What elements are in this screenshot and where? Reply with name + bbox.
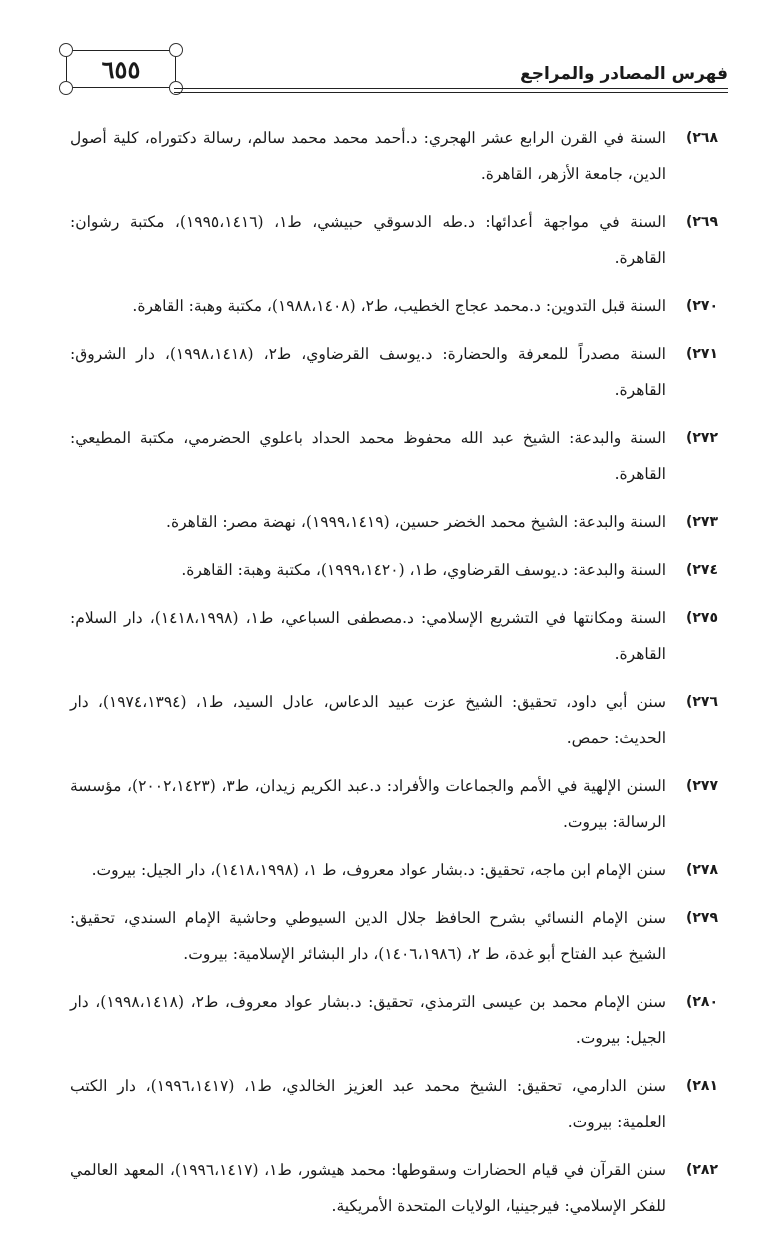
reference-entry [70, 420, 718, 492]
reference-entry [70, 600, 718, 672]
page-header [40, 38, 728, 98]
reference-entry [70, 1068, 718, 1140]
reference-entry [70, 984, 718, 1056]
entry-text: سنن الدارمي، تحقيق: الشيخ محمد عبد العزيز الخالدي، ط١، (١٩٩٦،١٤١٧)، دار الكتب العلمية: بيروت. [70, 1077, 667, 1131]
header-rule-thin [174, 92, 728, 93]
entry-number: ٢٧٧) [685, 778, 718, 794]
entry-text: السنة في مواجهة أعدائها: د.طه الدسوقي حبيشي، ط١، (١٩٩٥،١٤١٦)، مكتبة رشوان: القاهرة. [70, 213, 667, 267]
entry-text: السنة قبل التدوين: د.محمد عجاج الخطيب، ط٢، (١٩٨٨،١٤٠٨)، مكتبة وهبة: القاهرة. [132, 297, 666, 315]
reference-entry [70, 852, 718, 888]
reference-entry [70, 768, 718, 840]
reference-list [70, 120, 718, 1236]
reference-entry [70, 204, 718, 276]
entry-text: سنن الإمام ابن ماجه، تحقيق: د.بشار عواد معروف، ط ١، (١٤١٨،١٩٩٨)، دار الجيل: بيروت. [91, 861, 666, 879]
reference-entry [70, 900, 718, 972]
entry-text: سنن أبي داود، تحقيق: الشيخ عزت عبيد الدعاس، عادل السيد، ط١، (١٩٧٤،١٣٩٤)، دار الحديث: حمص. [70, 693, 667, 747]
page-number: ٦٥٥ [101, 54, 141, 84]
entry-number: ٢٨١) [685, 1078, 718, 1094]
entry-number: ٢٧٩) [685, 910, 718, 926]
entry-number: ٢٧٦) [685, 694, 718, 710]
entry-text: سنن الإمام النسائي بشرح الحافظ جلال الدين السيوطي وحاشية الإمام السندي، تحقيق: الشيخ عبد الفتاح أبو غدة، ط ٢، (١٤٠٦،١٩٨٦)، دار البشائر الإسلامية: بيروت. [70, 909, 666, 963]
entry-number: ٢٧٨) [685, 862, 718, 878]
entry-number: ٢٨٢) [685, 1162, 718, 1178]
entry-number: ٢٨٠) [685, 994, 718, 1010]
entry-text: سنن الإمام محمد بن عيسى الترمذي، تحقيق: د.بشار عواد معروف، ط٢، (١٩٩٨،١٤١٨)، دار الجيل: بيروت. [70, 993, 666, 1047]
running-title: فهرس المصادر والمراجع [520, 64, 728, 84]
reference-entry [70, 504, 718, 540]
reference-entry [70, 1152, 718, 1224]
entry-number: ٢٧٠) [685, 298, 718, 314]
entry-text: سنن القرآن في قيام الحضارات وسقوطها: محمد هيشور، ط١، (١٩٩٦،١٤١٧)، المعهد العالمي للفكر الإسلامي: فيرجينيا، الولايات المتحدة الأمريكية. [70, 1161, 666, 1215]
header-rule [174, 88, 728, 89]
entry-text: السنن الإلهية في الأمم والجماعات والأفراد: د.عبد الكريم زيدان، ط٣، (٢٠٠٢،١٤٢٣)، مؤسسة الرسالة: بيروت. [70, 777, 666, 831]
entry-number: ٢٦٩) [685, 214, 718, 230]
entry-text: السنة والبدعة: د.يوسف القرضاوي، ط١، (١٩٩٩،١٤٢٠)، مكتبة وهبة: القاهرة. [181, 561, 666, 579]
entry-text: السنة في القرن الرابع عشر الهجري: د.أحمد محمد محمد سالم، رسالة دكتوراه، كلية أصول الدين، جامعة الأزهر، القاهرة. [70, 129, 666, 183]
entry-number: ٢٧٢) [685, 430, 718, 446]
entry-text: السنة ومكانتها في التشريع الإسلامي: د.مصطفى السباعي، ط١، (١٤١٨،١٩٩٨)، دار السلام: القاهرة. [70, 609, 666, 663]
ornament-icon [169, 43, 183, 57]
entry-number: ٢٧٥) [685, 610, 718, 626]
entry-text: السنة والبدعة: الشيخ عبد الله محفوظ محمد الحداد باعلوي الحضرمي، مكتبة المطيعي: القاهرة. [70, 429, 666, 483]
entry-number: ٢٧٣) [685, 514, 718, 530]
reference-entry [70, 552, 718, 588]
page-number-box [66, 50, 176, 88]
reference-entry [70, 684, 718, 756]
reference-entry [70, 120, 718, 192]
reference-entry [70, 336, 718, 408]
entry-text: السنة مصدراً للمعرفة والحضارة: د.يوسف القرضاوي، ط٢، (١٩٩٨،١٤١٨)، دار الشروق: القاهرة. [70, 345, 666, 399]
entry-number: ٢٦٨) [685, 130, 718, 146]
entry-text: السنة والبدعة: الشيخ محمد الخضر حسين، (١٩٩٩،١٤١٩)، نهضة مصر: القاهرة. [166, 513, 666, 531]
reference-entry [70, 288, 718, 324]
entry-number: ٢٧١) [685, 346, 718, 362]
entry-number: ٢٧٤) [685, 562, 718, 578]
